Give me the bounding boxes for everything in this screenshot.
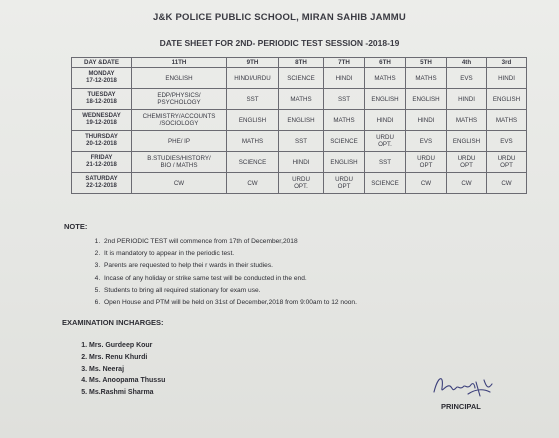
subject-cell: [279, 89, 324, 110]
subject-cell: [227, 89, 279, 110]
subject-text: URDU: [497, 155, 516, 162]
note-item: 6. Open House and PTM will be held on 31st of December,2018 from 9:00am to 12 noon.: [102, 297, 522, 309]
column-header: 9TH: [227, 58, 279, 68]
subject-cell: [279, 152, 324, 173]
incharge-name: 3. Ms. Neeraj: [89, 364, 165, 376]
subject-cell: [227, 68, 279, 89]
subject-cell: [406, 173, 447, 194]
notes-label: NOTE:: [64, 222, 88, 231]
date-sheet-table: [71, 57, 527, 194]
subject-text: HINDI: [498, 74, 515, 82]
subject-cell: [406, 131, 447, 152]
subject-cell: [132, 131, 227, 152]
principal-signature: [430, 370, 500, 400]
subject-cell: [324, 152, 365, 173]
table-header-row: [72, 58, 527, 68]
subject-text: SCIENCE: [238, 158, 267, 166]
subject-text: MATHS: [241, 137, 264, 145]
subject-cell: [447, 89, 487, 110]
subject-text: SST: [337, 95, 351, 103]
note-item: 5. Students to bring all required stationary for exam use.: [102, 285, 522, 297]
subject-text: HINDI: [335, 74, 353, 82]
subject-text: ENGLISH: [287, 116, 315, 124]
subject-cell: [406, 68, 447, 89]
column-header: 4th: [447, 58, 487, 68]
subject-text: CW: [247, 179, 258, 187]
column-header: 7TH: [324, 58, 365, 68]
subject-cell: [132, 68, 227, 89]
subject-cell: [324, 110, 365, 131]
subject-text: ENGLISH: [330, 158, 358, 166]
day-date-cell: [72, 152, 132, 173]
principal-label: PRINCIPAL: [441, 402, 481, 411]
subject-text: EVS: [500, 137, 513, 145]
subject-cell: [447, 110, 487, 131]
subject-cell: [132, 89, 227, 110]
day-name: TUESDAY: [87, 92, 116, 98]
subject-cell: [324, 68, 365, 89]
column-header: DAY &DATE: [72, 58, 132, 68]
subject-cell: [487, 152, 527, 173]
subject-text: ENGLISH: [371, 95, 399, 103]
subject-text: SCIENCE: [371, 179, 399, 187]
subject-cell: [324, 173, 365, 194]
day-name: SATURDAY: [85, 176, 118, 182]
subject-text: SCIENCE: [287, 74, 315, 82]
subject-text: MATHS: [415, 74, 437, 82]
subject-text: HINDI: [292, 158, 310, 166]
subject-cell: [132, 152, 227, 173]
subject-cell: [447, 152, 487, 173]
subject-cell: [279, 110, 324, 131]
subject-cell: [406, 110, 447, 131]
subject-text: OPT.: [378, 141, 392, 148]
subject-cell: [447, 131, 487, 152]
subject-text: URDU: [376, 134, 394, 141]
subject-cell: [365, 152, 406, 173]
day-date-cell: [72, 173, 132, 194]
note-item: 3. Parents are requested to help thei r wards in their studies.: [102, 260, 522, 272]
exam-date: 21-12-2018: [86, 162, 117, 168]
subject-text: PSYCHOLOGY: [157, 99, 201, 106]
column-header: 8TH: [279, 58, 324, 68]
column-header: 6TH: [365, 58, 406, 68]
subject-cell: [227, 131, 279, 152]
subject-cell: [132, 110, 227, 131]
subject-cell: [365, 68, 406, 89]
day-name: WEDNESDAY: [82, 113, 121, 119]
subject-text: CHEMISTRY/ACCOUNTS: [142, 113, 216, 120]
column-header: 11TH: [132, 58, 227, 68]
subject-text: SCIENCE: [330, 137, 358, 145]
subject-cell: [279, 173, 324, 194]
subject-cell: [447, 173, 487, 194]
subject-text: CW: [501, 179, 512, 187]
day-date-cell: [72, 110, 132, 131]
subject-text: SST: [378, 158, 392, 166]
subject-text: OPT: [500, 162, 513, 169]
subject-cell: [487, 131, 527, 152]
date-sheet-title: DATE SHEET FOR 2ND- PERIODIC TEST SESSION -2018-19: [159, 38, 400, 48]
incharge-name: 1. Mrs. Gurdeep Kour: [89, 340, 165, 352]
subject-cell: [365, 110, 406, 131]
subject-text: HINDI: [376, 116, 394, 124]
subject-text: ENGLISH: [492, 95, 521, 103]
subject-text: OPT: [419, 162, 433, 169]
subject-text: OPT: [337, 183, 351, 190]
subject-text: BIO / MATHS: [160, 162, 198, 169]
subject-text: URDU: [335, 176, 353, 183]
subject-cell: [227, 173, 279, 194]
subject-text: CW: [420, 179, 432, 187]
table-row: [72, 110, 527, 131]
subject-text: HINDI: [458, 95, 475, 103]
notes-list: [90, 236, 522, 309]
subject-cell: [447, 68, 487, 89]
subject-text: ENGLISH: [238, 116, 267, 124]
exam-date: 19-12-2018: [86, 120, 117, 126]
table-row: [72, 89, 527, 110]
incharge-name: 4. Ms. Anoopama Thussu: [89, 375, 165, 387]
day-date-cell: [72, 68, 132, 89]
subject-cell: [365, 131, 406, 152]
subject-text: OPT.: [294, 183, 308, 190]
subject-cell: [324, 89, 365, 110]
table-row: [72, 152, 527, 173]
incharge-name: 2. Mrs. Renu Khurdi: [89, 352, 165, 364]
subject-text: HINDI/URDU: [234, 74, 271, 82]
subject-cell: [227, 110, 279, 131]
subject-text: ENGLISH: [412, 95, 440, 103]
subject-cell: [487, 173, 527, 194]
subject-text: CW: [173, 179, 185, 187]
subject-cell: [406, 152, 447, 173]
subject-text: SST: [246, 95, 259, 103]
subject-cell: [365, 173, 406, 194]
day-name: THURSDAY: [85, 134, 118, 140]
day-name: FRIDAY: [90, 155, 113, 161]
exam-date: 18-12-2018: [86, 99, 117, 105]
table-row: [72, 68, 527, 89]
day-date-cell: [72, 131, 132, 152]
subject-text: URDU: [457, 155, 476, 162]
subject-text: MATHS: [374, 74, 396, 82]
table-row: [72, 131, 527, 152]
subject-cell: [487, 89, 527, 110]
column-header: 5TH: [406, 58, 447, 68]
subject-text: MATHS: [333, 116, 355, 124]
subject-text: PHE/ IP: [167, 137, 190, 145]
subject-text: EDP/PHYSICS/: [157, 92, 201, 99]
table-body: [72, 68, 527, 194]
column-header: 3rd: [487, 58, 527, 68]
subject-cell: [279, 68, 324, 89]
exam-date: 22-12-2018: [86, 183, 117, 189]
subject-text: HINDI: [417, 116, 435, 124]
day-name: MONDAY: [88, 71, 115, 77]
subject-cell: [406, 89, 447, 110]
incharge-name: 5. Ms.Rashmi Sharma: [89, 387, 165, 399]
incharges-list: [75, 340, 165, 399]
subject-text: ENGLISH: [452, 137, 481, 145]
exam-date: 17-12-2018: [86, 78, 117, 84]
subject-cell: [227, 152, 279, 173]
day-date-cell: [72, 89, 132, 110]
subject-text: EVS: [460, 74, 473, 82]
subject-text: /SOCIOLOGY: [159, 120, 199, 127]
note-item: 1. 2nd PERIODIC TEST will commence from 17th of December,2018: [102, 236, 522, 248]
incharges-label: EXAMINATION INCHARGES:: [62, 318, 164, 327]
school-name: J&K POLICE PUBLIC SCHOOL, MIRAN SAHIB JAMMU: [153, 12, 406, 23]
exam-date: 20-12-2018: [86, 141, 117, 147]
subject-text: CW: [461, 179, 472, 187]
subject-cell: [279, 131, 324, 152]
subject-cell: [487, 68, 527, 89]
subject-text: OPT: [460, 162, 473, 169]
subject-text: ENGLISH: [165, 74, 193, 82]
subject-text: B.STUDIES/HISTORY/: [147, 155, 211, 162]
subject-text: MATHS: [290, 95, 312, 103]
subject-text: MATHS: [495, 116, 518, 124]
table-row: [72, 173, 527, 194]
subject-cell: [324, 131, 365, 152]
note-item: 4. Incase of any holiday or strike same test will be conducted in the end.: [102, 273, 522, 285]
subject-text: MATHS: [455, 116, 478, 124]
subject-cell: [365, 89, 406, 110]
subject-cell: [487, 110, 527, 131]
subject-cell: [132, 173, 227, 194]
subject-text: URDU: [292, 176, 310, 183]
subject-text: EVS: [419, 137, 433, 145]
subject-text: URDU: [417, 155, 435, 162]
subject-text: SST: [294, 137, 308, 145]
note-item: 2. It is mandatory to appear in the periodic test.: [102, 248, 522, 260]
